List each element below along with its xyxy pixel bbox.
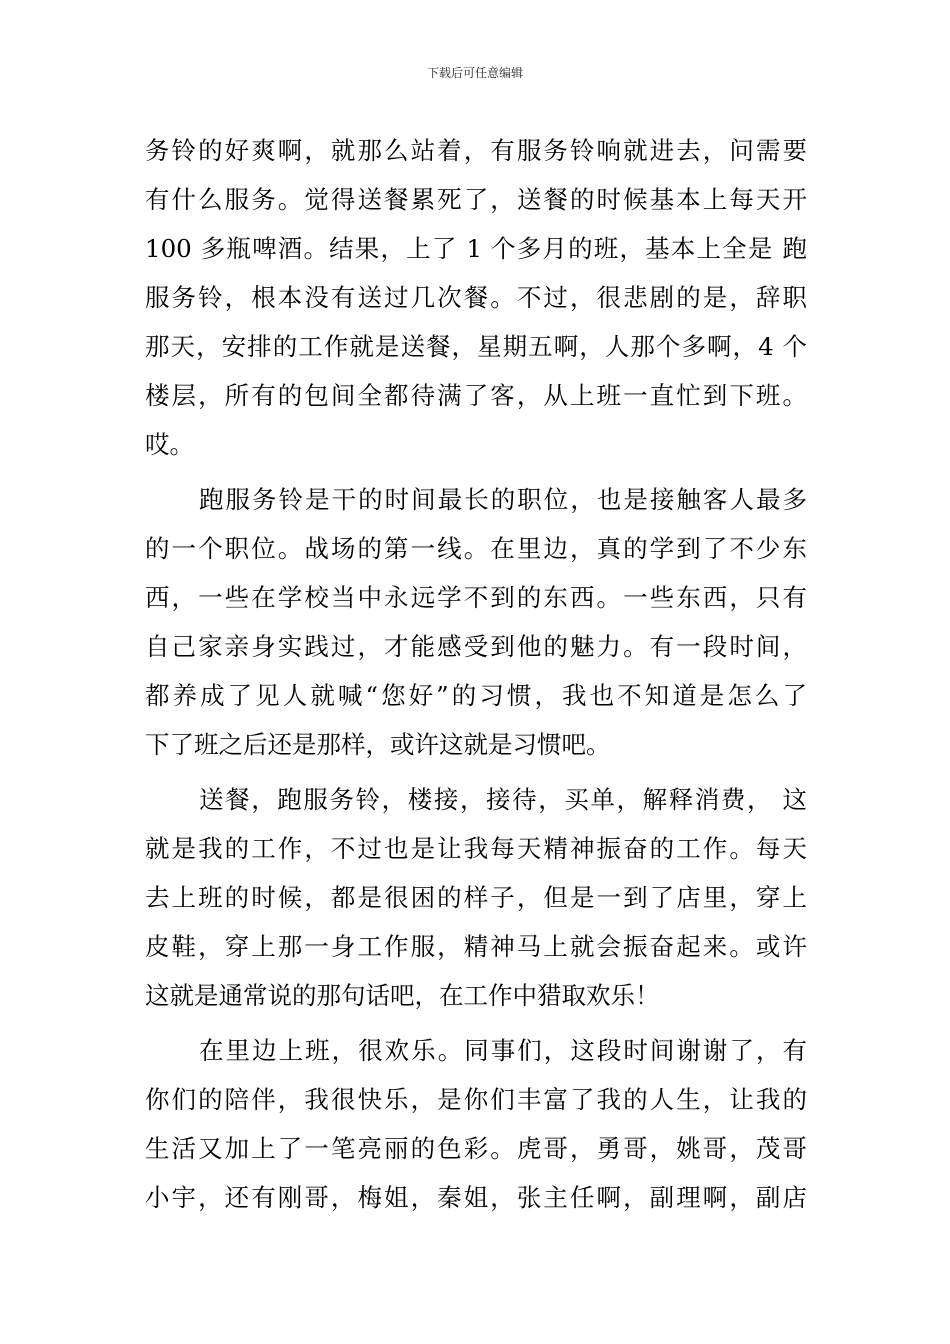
paragraph xyxy=(145,126,807,469)
text-line: 的一个职位。战场的第一线。在里边，真的学到了不少东 xyxy=(145,534,807,563)
text-line: 去上班的时候，都是很困的样子，但是一到了店里，穿上 xyxy=(145,883,807,912)
text-line: 你们的陪伴，我很快乐，是你们丰富了我的人生，让我的 xyxy=(145,1085,807,1114)
text-line: 服务铃，根本没有送过几次餐。不过，很悲剧的是，辞职 xyxy=(145,283,807,312)
document-body xyxy=(145,126,807,1222)
text-line: 在里边上班，很欢乐。同事们，这段时间谢谢了，有 xyxy=(199,1036,807,1065)
text-line: 西，一些在学校当中永远学不到的东西。一些东西，只有 xyxy=(145,583,807,612)
text-line: 这就是通常说的那句话吧，在工作中猎取欢乐！ xyxy=(145,981,660,1010)
text-line: 楼层，所有的包间全都待满了客，从上班一直忙到下班。 xyxy=(145,381,807,410)
text-line: 送餐，跑服务铃，楼接，接待，买单，解释消费， 这 xyxy=(199,785,807,814)
text-line: 100 多瓶啤酒。结果，上了 1 个多月的班，基本上全是 跑 xyxy=(145,234,807,263)
text-line: 跑服务铃是干的时间最长的职位，也是接触客人最多 xyxy=(199,485,807,514)
text-line: 务铃的好爽啊，就那么站着，有服务铃响就进去，问需要 xyxy=(145,136,807,165)
text-line: 下了班之后还是那样，或许这就是习惯吧。 xyxy=(145,730,611,759)
page-header: 下载后可任意编辑 xyxy=(426,66,523,80)
text-line: 生活又加上了一笔亮丽的色彩。虎哥，勇哥，姚哥，茂哥 xyxy=(145,1134,807,1163)
paragraph xyxy=(145,1026,807,1222)
text-line: 有什么服务。觉得送餐累死了，送餐的时候基本上每天开 xyxy=(145,185,807,214)
text-line: 小宇，还有刚哥，梅姐，秦姐，张主任啊，副理啊，副店 xyxy=(145,1183,807,1212)
text-line: 就是我的工作，不过也是让我每天精神振奋的工作。每天 xyxy=(145,834,807,863)
text-line: 自己家亲身实践过，才能感受到他的魅力。有一段时间， xyxy=(145,632,807,661)
text-line: 都养成了见人就喊“您好”的习惯，我也不知道是怎么了 xyxy=(145,681,807,710)
paragraph xyxy=(145,475,807,769)
text-line: 哎。 xyxy=(145,430,194,459)
paragraph xyxy=(145,775,807,1020)
text-line: 那天，安排的工作就是送餐，星期五啊，人那个多啊，4 个 xyxy=(145,332,807,361)
text-line: 皮鞋，穿上那一身工作服，精神马上就会振奋起来。或许 xyxy=(145,932,807,961)
